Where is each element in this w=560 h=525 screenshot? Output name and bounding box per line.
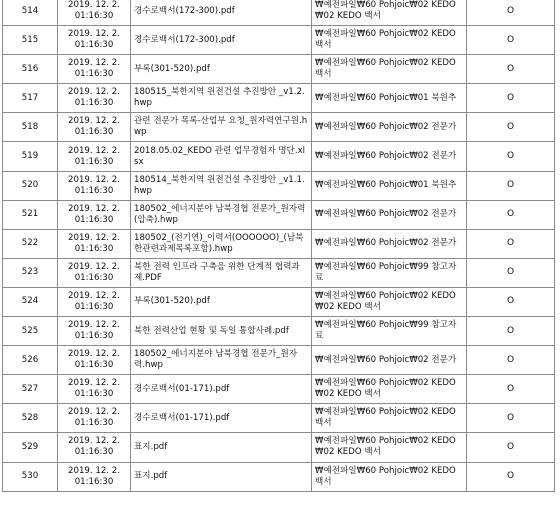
table-row bbox=[3, 375, 555, 404]
row-date-time: 01:16:30 bbox=[74, 214, 114, 225]
row-file-path: ₩예전파일₩60 Pohjoic₩02 전문가 bbox=[312, 142, 467, 171]
row-number: 527 bbox=[3, 375, 58, 404]
row-number: 517 bbox=[3, 84, 58, 113]
table-row bbox=[3, 142, 555, 171]
row-file-path: ₩예전파일₩60 Pohjoic₩99 참고자료 bbox=[312, 317, 467, 346]
row-file-name: 부록(301-520).pdf bbox=[131, 287, 312, 316]
row-file-path: ₩예전파일₩60 Pohjoic₩01 북원추 bbox=[312, 84, 467, 113]
row-date bbox=[58, 84, 131, 113]
row-status-mark: O bbox=[467, 433, 555, 462]
row-number: 520 bbox=[3, 171, 58, 200]
row-date bbox=[58, 26, 131, 55]
row-file-name: 2018.05.02_KEDO 관련 업무경험자 명단.xlsx bbox=[131, 142, 312, 171]
row-date bbox=[58, 0, 131, 26]
row-status-mark: O bbox=[467, 258, 555, 287]
row-file-path: ₩예전파일₩60 Pohjoic₩02 KEDO₩02 KEDO 백서 bbox=[312, 375, 467, 404]
row-file-name: 북한 전력 인프라 구축을 위한 단계적 협력과제.PDF bbox=[131, 258, 312, 287]
row-date-day: 2019. 12. 2. bbox=[68, 0, 120, 11]
row-date-time: 01:16:30 bbox=[74, 476, 114, 487]
table-row bbox=[3, 317, 555, 346]
row-file-name: 180515_북한지역 원전건설 추진방안 _v1.2.hwp bbox=[131, 84, 312, 113]
row-date-day: 2019. 12. 2. bbox=[68, 174, 120, 185]
row-date-time: 01:16:30 bbox=[74, 11, 114, 22]
row-file-path: ₩예전파일₩60 Pohjoic₩01 북원추 bbox=[312, 171, 467, 200]
row-status-mark: O bbox=[467, 200, 555, 229]
row-date bbox=[58, 171, 131, 200]
row-file-name: 북한 전력산업 현황 및 독일 통합사례.pdf bbox=[131, 317, 312, 346]
row-date-day: 2019. 12. 2. bbox=[68, 145, 120, 156]
row-file-name: 경수로백서(172-300).pdf bbox=[131, 0, 312, 26]
row-number: 516 bbox=[3, 55, 58, 84]
row-date bbox=[58, 258, 131, 287]
row-file-path: ₩예전파일₩60 Pohjoic₩02 KEDO 백서 bbox=[312, 26, 467, 55]
table-row bbox=[3, 462, 555, 491]
row-status-mark: O bbox=[467, 375, 555, 404]
table-row bbox=[3, 229, 555, 258]
row-date-time: 01:16:30 bbox=[74, 127, 114, 138]
row-file-path: ₩예전파일₩60 Pohjoic₩02 KEDO₩02 KEDO 백서 bbox=[312, 433, 467, 462]
row-status-mark: O bbox=[467, 462, 555, 491]
row-file-path: ₩예전파일₩60 Pohjoic₩02 전문가 bbox=[312, 200, 467, 229]
table-row bbox=[3, 287, 555, 316]
row-date-time: 01:16:30 bbox=[74, 301, 114, 312]
row-date-day: 2019. 12. 2. bbox=[68, 320, 120, 331]
row-status-mark: O bbox=[467, 404, 555, 433]
row-number: 523 bbox=[3, 258, 58, 287]
row-date-time: 01:16:30 bbox=[74, 69, 114, 80]
row-status-mark: O bbox=[467, 287, 555, 316]
row-date bbox=[58, 462, 131, 491]
row-status-mark: O bbox=[467, 142, 555, 171]
row-number: 522 bbox=[3, 229, 58, 258]
row-number: 515 bbox=[3, 26, 58, 55]
row-date bbox=[58, 375, 131, 404]
row-number: 525 bbox=[3, 317, 58, 346]
table-row bbox=[3, 200, 555, 229]
file-list-table bbox=[2, 0, 555, 492]
row-date-time: 01:16:30 bbox=[74, 331, 114, 342]
row-number: 524 bbox=[3, 287, 58, 316]
row-date-day: 2019. 12. 2. bbox=[68, 58, 120, 69]
table-row bbox=[3, 258, 555, 287]
row-date bbox=[58, 317, 131, 346]
row-date-day: 2019. 12. 2. bbox=[68, 290, 120, 301]
row-status-mark: O bbox=[467, 26, 555, 55]
row-number: 518 bbox=[3, 113, 58, 142]
row-number: 529 bbox=[3, 433, 58, 462]
row-file-name: 표지.pdf bbox=[131, 433, 312, 462]
row-status-mark: O bbox=[467, 229, 555, 258]
row-file-path: ₩예전파일₩60 Pohjoic₩02 KEDO₩02 KEDO 백서 bbox=[312, 287, 467, 316]
row-date-time: 01:16:30 bbox=[74, 389, 114, 400]
table-row bbox=[3, 113, 555, 142]
row-date-day: 2019. 12. 2. bbox=[68, 29, 120, 40]
row-number: 519 bbox=[3, 142, 58, 171]
file-list-body bbox=[3, 0, 555, 491]
row-status-mark: O bbox=[467, 346, 555, 375]
row-date bbox=[58, 142, 131, 171]
row-date bbox=[58, 287, 131, 316]
row-date bbox=[58, 113, 131, 142]
row-date-day: 2019. 12. 2. bbox=[68, 203, 120, 214]
row-date-day: 2019. 12. 2. bbox=[68, 261, 120, 272]
row-date bbox=[58, 404, 131, 433]
row-file-path: ₩예전파일₩60 Pohjoic₩02 전문가 bbox=[312, 229, 467, 258]
row-date-day: 2019. 12. 2. bbox=[68, 232, 120, 243]
table-row bbox=[3, 346, 555, 375]
row-file-path: ₩예전파일₩60 Pohjoic₩02 KEDO₩02 KEDO 백서 bbox=[312, 0, 467, 26]
row-date-time: 01:16:30 bbox=[74, 272, 114, 283]
table-row bbox=[3, 171, 555, 200]
row-file-path: ₩예전파일₩60 Pohjoic₩02 전문가 bbox=[312, 346, 467, 375]
row-number: 528 bbox=[3, 404, 58, 433]
row-file-name: 180502_에너지분야 남북경협 전문가_원자력(압축).hwp bbox=[131, 200, 312, 229]
row-file-path: ₩예전파일₩60 Pohjoic₩02 전문가 bbox=[312, 113, 467, 142]
row-date-time: 01:16:30 bbox=[74, 243, 114, 254]
row-date-day: 2019. 12. 2. bbox=[68, 87, 120, 98]
row-status-mark: O bbox=[467, 0, 555, 26]
row-date-day: 2019. 12. 2. bbox=[68, 436, 120, 447]
row-file-name: 관련 전문가 목록-산업부 요청_원자력연구원.hwp bbox=[131, 113, 312, 142]
row-date-time: 01:16:30 bbox=[74, 156, 114, 167]
row-file-path: ₩예전파일₩60 Pohjoic₩02 KEDO 백서 bbox=[312, 55, 467, 84]
table-row bbox=[3, 26, 555, 55]
row-number: 530 bbox=[3, 462, 58, 491]
table-row bbox=[3, 433, 555, 462]
row-number: 521 bbox=[3, 200, 58, 229]
table-row bbox=[3, 0, 555, 26]
row-date-time: 01:16:30 bbox=[74, 447, 114, 458]
row-date-time: 01:16:30 bbox=[74, 360, 114, 371]
row-date bbox=[58, 346, 131, 375]
table-row bbox=[3, 404, 555, 433]
row-number: 526 bbox=[3, 346, 58, 375]
row-status-mark: O bbox=[467, 171, 555, 200]
row-file-name: 부록(301-520).pdf bbox=[131, 55, 312, 84]
row-status-mark: O bbox=[467, 84, 555, 113]
row-date-day: 2019. 12. 2. bbox=[68, 349, 120, 360]
row-status-mark: O bbox=[467, 55, 555, 84]
row-date bbox=[58, 55, 131, 84]
table-row bbox=[3, 55, 555, 84]
row-status-mark: O bbox=[467, 317, 555, 346]
row-file-path: ₩예전파일₩60 Pohjoic₩99 참고자료 bbox=[312, 258, 467, 287]
row-file-name: 표지.pdf bbox=[131, 462, 312, 491]
row-date bbox=[58, 229, 131, 258]
row-date-time: 01:16:30 bbox=[74, 98, 114, 109]
row-date-day: 2019. 12. 2. bbox=[68, 116, 120, 127]
row-file-path: ₩예전파일₩60 Pohjoic₩02 KEDO 백서 bbox=[312, 462, 467, 491]
table-row bbox=[3, 84, 555, 113]
row-number: 514 bbox=[3, 0, 58, 26]
row-date bbox=[58, 433, 131, 462]
row-file-name: 경수로백서(01-171).pdf bbox=[131, 375, 312, 404]
row-file-name: 180514_북한지역 원전건설 추진방안 _v1.1.hwp bbox=[131, 171, 312, 200]
row-status-mark: O bbox=[467, 113, 555, 142]
row-date bbox=[58, 200, 131, 229]
row-file-path: ₩예전파일₩60 Pohjoic₩02 KEDO 백서 bbox=[312, 404, 467, 433]
row-date-day: 2019. 12. 2. bbox=[68, 407, 120, 418]
row-date-time: 01:16:30 bbox=[74, 418, 114, 429]
row-file-name: 경수로백서(172-300).pdf bbox=[131, 26, 312, 55]
row-file-name: 경수로백서(01-171).pdf bbox=[131, 404, 312, 433]
row-date-time: 01:16:30 bbox=[74, 185, 114, 196]
row-file-name: 180502_(전기연)_이력서(OOOOOO)_(남북한관련과제목록포함).hwp bbox=[131, 229, 312, 258]
row-file-name: 180502_에너지분야 남북경협 전문가_원자력.hwp bbox=[131, 346, 312, 375]
row-date-time: 01:16:30 bbox=[74, 40, 114, 51]
row-date-day: 2019. 12. 2. bbox=[68, 465, 120, 476]
row-date-day: 2019. 12. 2. bbox=[68, 378, 120, 389]
